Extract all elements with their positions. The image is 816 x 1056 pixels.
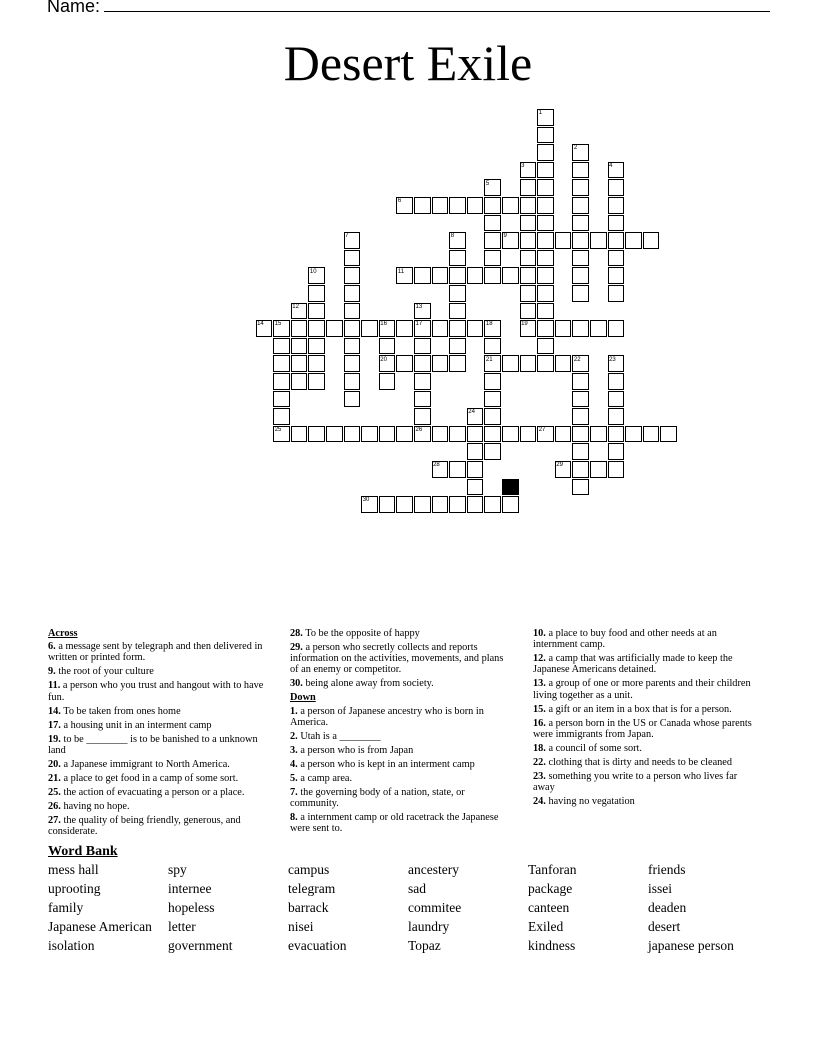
grid-cell[interactable]	[449, 496, 466, 513]
grid-cell[interactable]	[291, 426, 308, 443]
grid-cell[interactable]	[484, 338, 501, 355]
clues-column-1	[48, 628, 270, 840]
grid-cell[interactable]	[572, 267, 589, 284]
clue-down-16: 16. a person born in the US or Canada whose parents were immigrants from Japan.	[533, 717, 752, 740]
grid-cell[interactable]	[344, 355, 361, 372]
word-bank-item: campus	[288, 862, 330, 877]
grid-cell[interactable]	[643, 426, 660, 443]
page-title: Desert Exile	[283, 35, 533, 91]
grid-cell[interactable]	[344, 320, 361, 337]
grid-cell[interactable]	[572, 250, 589, 267]
name-label: Name:	[47, 0, 101, 16]
clue-down-3: 3. a person who is from Japan	[290, 744, 414, 756]
grid-cell[interactable]	[291, 338, 308, 355]
clue-number-10: 10	[309, 268, 317, 275]
grid-cell[interactable]	[484, 197, 501, 214]
grid-cell[interactable]	[432, 267, 449, 284]
grid-cell[interactable]	[273, 373, 290, 390]
word-bank-item: family	[48, 900, 84, 915]
grid-cell[interactable]	[537, 144, 554, 161]
clues-column-2	[290, 628, 512, 837]
clue-number-8: 8	[450, 233, 455, 240]
grid-cell[interactable]	[590, 426, 607, 443]
clue-number-18: 18	[485, 321, 493, 328]
clue-across-28: 28. To be the opposite of happy	[290, 628, 420, 639]
grid-cell[interactable]	[414, 338, 431, 355]
grid-cell[interactable]	[449, 355, 466, 372]
grid-cell[interactable]	[449, 197, 466, 214]
grid-cell[interactable]	[608, 232, 625, 249]
word-bank-item: Tanforan	[528, 862, 577, 877]
clue-across-27: 27. the quality of being friendly, generous, and considerate.	[48, 814, 241, 838]
word-bank-item: issei	[648, 881, 673, 896]
clue-across-30: 30. being alone away from society.	[290, 678, 434, 690]
grid-cell[interactable]	[520, 250, 537, 267]
grid-cell[interactable]	[432, 355, 449, 372]
word-bank-item: barrack	[288, 900, 329, 915]
grid-cell[interactable]	[467, 267, 484, 284]
word-bank-item: mess hall	[48, 862, 99, 877]
grid-cell[interactable]	[520, 426, 537, 443]
grid-cell[interactable]	[537, 303, 554, 320]
grid-cell[interactable]	[537, 162, 554, 179]
grid-cell[interactable]	[555, 426, 572, 443]
word-bank-item: sad	[408, 881, 426, 896]
grid-cell[interactable]	[608, 215, 625, 232]
grid-cell[interactable]	[291, 320, 308, 337]
grid-cell[interactable]	[520, 285, 537, 302]
clue-number-19: 19	[521, 321, 528, 328]
clue-down-18: 18. a council of some sort.	[533, 742, 642, 754]
grid-cell[interactable]	[449, 338, 466, 355]
grid-cell[interactable]	[344, 373, 361, 390]
grid-cell[interactable]	[537, 320, 554, 337]
clue-across-29: 29. a person who secretly collects and reports information on the activities, movements, and plans of an enemy or competitor.	[290, 642, 504, 676]
grid-cell[interactable]	[520, 179, 537, 196]
grid-cell[interactable]	[414, 391, 431, 408]
grid-cell[interactable]	[379, 496, 396, 513]
grid-cell[interactable]	[308, 320, 325, 337]
down-heading: Down	[290, 692, 316, 704]
clue-across-21: 21. a place to get food in a camp of some sort.	[48, 772, 239, 784]
clue-number-11: 11	[397, 268, 405, 275]
grid-cell[interactable]	[396, 355, 413, 372]
clue-across-17: 17. a housing unit in an interment camp	[48, 719, 212, 731]
clue-number-4: 4	[609, 163, 613, 169]
grid-cell[interactable]	[502, 267, 519, 284]
grid-cell[interactable]	[344, 426, 361, 443]
word-bank-item: commitee	[408, 900, 462, 915]
grid-cell[interactable]	[520, 303, 537, 320]
clue-across-26: 26. having no hope.	[48, 800, 130, 812]
word-bank-item: japanese person	[648, 938, 734, 953]
grid-cell[interactable]	[572, 232, 589, 249]
grid-cell[interactable]	[484, 443, 501, 460]
word-bank-item: deaden	[648, 900, 687, 915]
word-bank-item: letter	[168, 919, 196, 934]
clue-number-12: 12	[292, 303, 299, 310]
grid-cell[interactable]	[414, 267, 431, 284]
clue-number-23: 23	[609, 356, 616, 363]
grid-cell[interactable]	[449, 250, 466, 267]
clue-number-16: 16	[380, 321, 387, 328]
grid-cell[interactable]	[414, 408, 431, 425]
clue-down-12: 12. a camp that was artificially made to keep the Japanese Americans detained.	[533, 653, 733, 676]
grid-cell[interactable]	[467, 426, 484, 443]
word-bank-item: nisei	[288, 919, 314, 934]
grid-cell[interactable]	[520, 355, 537, 372]
grid-cell[interactable]	[572, 426, 589, 443]
grid-cell[interactable]	[555, 232, 572, 249]
grid-cell[interactable]	[467, 443, 484, 460]
clue-down-23: 23. something you write to a person who lives far away	[533, 770, 738, 794]
grid-cell[interactable]	[432, 320, 449, 337]
grid-cell[interactable]	[432, 197, 449, 214]
clue-number-29: 29	[556, 462, 563, 469]
grid-cell[interactable]	[625, 426, 642, 443]
word-bank-item: telegram	[288, 881, 336, 896]
grid-cell[interactable]	[414, 496, 431, 513]
grid-cell[interactable]	[572, 461, 589, 478]
clue-across-11: 11. a person who you trust and hangout with to have fun.	[48, 680, 264, 703]
grid-cell[interactable]	[572, 179, 589, 196]
clue-number-2: 2	[573, 145, 578, 152]
word-bank-item: government	[168, 938, 233, 953]
grid-cell[interactable]	[344, 267, 361, 284]
word-bank-item: laundry	[408, 919, 450, 934]
clue-across-20: 20. a Japanese immigrant to North America.	[48, 758, 230, 770]
clue-number-28: 28	[433, 462, 440, 469]
grid-cell[interactable]	[537, 232, 554, 249]
word-bank-item: uprooting	[48, 881, 101, 896]
grid-cell[interactable]	[361, 426, 378, 443]
grid-cell[interactable]	[308, 355, 325, 372]
grid-cell[interactable]	[608, 426, 625, 443]
clue-number-21: 21	[485, 356, 493, 363]
grid-cell[interactable]	[344, 285, 361, 302]
grid-cell[interactable]	[608, 320, 625, 337]
clue-number-17: 17	[415, 321, 423, 328]
grid-cell[interactable]	[467, 461, 484, 478]
clue-down-7: 7. the governing body of a nation, state, or community.	[290, 786, 465, 810]
grid-cell[interactable]	[608, 179, 625, 196]
grid-cell[interactable]	[502, 496, 519, 513]
grid-cell[interactable]	[449, 320, 466, 337]
grid-cell[interactable]	[414, 373, 431, 390]
grid-cell[interactable]	[308, 426, 325, 443]
clue-down-1: 1. a person of Japanese ancestry who is born in America.	[290, 705, 484, 728]
word-bank-item: Exiled	[528, 919, 564, 934]
grid-cell[interactable]	[467, 197, 484, 214]
grid-cell[interactable]	[502, 355, 519, 372]
clue-down-22: 22. clothing that is dirty and needs to be cleaned	[533, 756, 733, 768]
grid-cell[interactable]	[572, 408, 589, 425]
grid-cell[interactable]	[572, 162, 589, 179]
grid-cell[interactable]	[572, 320, 589, 337]
grid-cell[interactable]	[326, 426, 343, 443]
clues-column-3	[533, 628, 759, 810]
grid-cell[interactable]	[449, 303, 466, 320]
grid-cell[interactable]	[608, 285, 625, 302]
grid-cell[interactable]	[344, 391, 361, 408]
grid-cell[interactable]	[572, 391, 589, 408]
grid-cell[interactable]	[537, 215, 554, 232]
word-bank-item: evacuation	[288, 938, 347, 953]
grid-cell[interactable]	[520, 232, 537, 249]
black-cell	[502, 479, 519, 496]
grid-cell[interactable]	[449, 267, 466, 284]
grid-cell[interactable]	[467, 320, 484, 337]
clue-number-1: 1	[538, 110, 543, 117]
grid-cell[interactable]	[396, 496, 413, 513]
word-bank-item: kindness	[528, 938, 576, 953]
word-bank-item: Topaz	[408, 938, 441, 953]
grid-cell[interactable]	[660, 426, 677, 443]
grid-cell[interactable]	[414, 355, 431, 372]
grid-cell[interactable]	[608, 391, 625, 408]
clue-number-6: 6	[397, 198, 402, 205]
clue-across-19: 19. to be ________ is to be banished to a unknown land	[48, 733, 258, 756]
grid-cell[interactable]	[590, 232, 607, 249]
grid-cell[interactable]	[379, 426, 396, 443]
clue-across-9: 9. the root of your culture	[48, 666, 154, 678]
grid-cell[interactable]	[502, 426, 519, 443]
clue-down-10: 10. a place to buy food and other needs at an internment camp.	[533, 628, 717, 651]
word-bank-item: package	[528, 881, 573, 896]
clue-down-15: 15. a gift or an item in a box that is for a person.	[533, 703, 732, 715]
grid-cell[interactable]	[291, 355, 308, 372]
grid-cell[interactable]	[361, 320, 378, 337]
grid-cell[interactable]	[414, 197, 431, 214]
grid-cell[interactable]	[572, 215, 589, 232]
grid-cell[interactable]	[484, 408, 501, 425]
word-bank-item: internee	[168, 881, 212, 896]
grid-cell[interactable]	[449, 461, 466, 478]
grid-cell[interactable]	[502, 197, 519, 214]
grid-cell[interactable]	[484, 232, 501, 249]
grid-cell[interactable]	[432, 496, 449, 513]
grid-cell[interactable]	[520, 197, 537, 214]
clue-number-7: 7	[345, 233, 349, 240]
clue-number-26: 26	[415, 427, 423, 433]
grid-cell[interactable]	[484, 373, 501, 390]
grid-cell[interactable]	[273, 355, 290, 372]
grid-cell[interactable]	[608, 443, 625, 460]
clue-number-3: 3	[521, 163, 525, 169]
clue-number-13: 13	[415, 303, 423, 310]
grid-cell[interactable]	[344, 250, 361, 267]
grid-cell[interactable]	[537, 127, 554, 144]
grid-cell[interactable]	[484, 267, 501, 284]
clue-number-24: 24	[468, 409, 475, 416]
clue-number-14: 14	[257, 321, 264, 328]
word-bank-item: canteen	[528, 900, 570, 915]
clue-down-4: 4. a person who is kept in an interment camp	[290, 758, 475, 770]
grid-cell[interactable]	[608, 373, 625, 390]
grid-cell[interactable]	[344, 303, 361, 320]
clue-number-30: 30	[362, 497, 370, 504]
grid-cell[interactable]	[308, 303, 325, 320]
grid-cell[interactable]	[520, 267, 537, 284]
word-bank-item: Japanese American	[48, 919, 152, 934]
word-bank-title: Word Bank	[48, 844, 118, 859]
clue-number-22: 22	[573, 356, 581, 363]
grid-cell[interactable]	[608, 408, 625, 425]
across-heading: Across	[48, 628, 78, 639]
grid-cell[interactable]	[273, 391, 290, 408]
clue-number-25: 25	[274, 427, 282, 433]
grid-cell[interactable]	[449, 285, 466, 302]
grid-cell[interactable]	[308, 373, 325, 390]
grid-cell[interactable]	[537, 197, 554, 214]
grid-cell[interactable]	[608, 461, 625, 478]
clue-down-5: 5. a camp area.	[290, 772, 353, 784]
grid-cell[interactable]	[344, 338, 361, 355]
grid-cell[interactable]	[432, 426, 449, 443]
grid-cell[interactable]	[608, 250, 625, 267]
clue-across-6: 6. a message sent by telegraph and then delivered in written or printed form.	[48, 641, 263, 664]
grid-cell[interactable]	[467, 496, 484, 513]
grid-cell[interactable]	[590, 320, 607, 337]
grid-cell[interactable]	[396, 426, 413, 443]
clue-across-25: 25. the action of evacuating a person or a place.	[48, 786, 245, 798]
grid-cell[interactable]	[484, 391, 501, 408]
grid-cell[interactable]	[643, 232, 660, 249]
grid-cell[interactable]	[291, 373, 308, 390]
grid-cell[interactable]	[590, 461, 607, 478]
grid-cell[interactable]	[572, 373, 589, 390]
grid-cell[interactable]	[273, 338, 290, 355]
grid-cell[interactable]	[273, 408, 290, 425]
word-bank-item: hopeless	[168, 900, 215, 915]
grid-cell[interactable]	[537, 267, 554, 284]
grid-cell[interactable]	[572, 443, 589, 460]
grid-cell[interactable]	[625, 232, 642, 249]
grid-cell[interactable]	[555, 355, 572, 372]
clue-number-20: 20	[380, 356, 387, 363]
grid-cell[interactable]	[608, 197, 625, 214]
clue-number-9: 9	[503, 233, 507, 240]
grid-cell[interactable]	[449, 426, 466, 443]
clue-number-5: 5	[485, 180, 490, 187]
grid-cell[interactable]	[520, 215, 537, 232]
grid-cell[interactable]	[379, 338, 396, 355]
grid-cell[interactable]	[308, 285, 325, 302]
clue-down-24: 24. having no vegatation	[533, 796, 635, 808]
clue-down-13: 13. a group of one or more parents and their children living together as a unit.	[533, 678, 751, 701]
word-bank-item: ancestery	[408, 862, 459, 877]
grid-cell[interactable]	[326, 320, 343, 337]
grid-cell[interactable]	[396, 320, 413, 337]
grid-cell[interactable]	[572, 479, 589, 496]
word-bank-item: friends	[648, 862, 686, 877]
grid-cell[interactable]	[379, 373, 396, 390]
grid-cell[interactable]	[572, 285, 589, 302]
grid-cell[interactable]	[308, 338, 325, 355]
clue-across-14: 14. To be taken from ones home	[48, 705, 181, 717]
word-bank-item: desert	[648, 919, 681, 934]
clue-down-2: 2. Utah is a ________	[290, 730, 381, 742]
grid-cell[interactable]	[537, 250, 554, 267]
grid-cell[interactable]	[555, 320, 572, 337]
grid-cell[interactable]	[467, 479, 484, 496]
clue-down-8: 8. a internment camp or old racetrack the Japanese were sent to.	[290, 812, 499, 835]
grid-cell[interactable]	[537, 285, 554, 302]
grid-cell[interactable]	[537, 179, 554, 196]
word-bank-item: spy	[168, 862, 187, 877]
grid-cell[interactable]	[484, 426, 501, 443]
grid-cell[interactable]	[484, 250, 501, 267]
clue-number-15: 15	[274, 321, 282, 328]
grid-cell[interactable]	[484, 215, 501, 232]
grid-cell[interactable]	[572, 197, 589, 214]
grid-cell[interactable]	[608, 267, 625, 284]
grid-cell[interactable]	[537, 355, 554, 372]
clue-number-27: 27	[538, 427, 546, 433]
grid-cell[interactable]	[484, 496, 501, 513]
grid-cell[interactable]	[537, 338, 554, 355]
word-bank-item: isolation	[48, 938, 95, 953]
